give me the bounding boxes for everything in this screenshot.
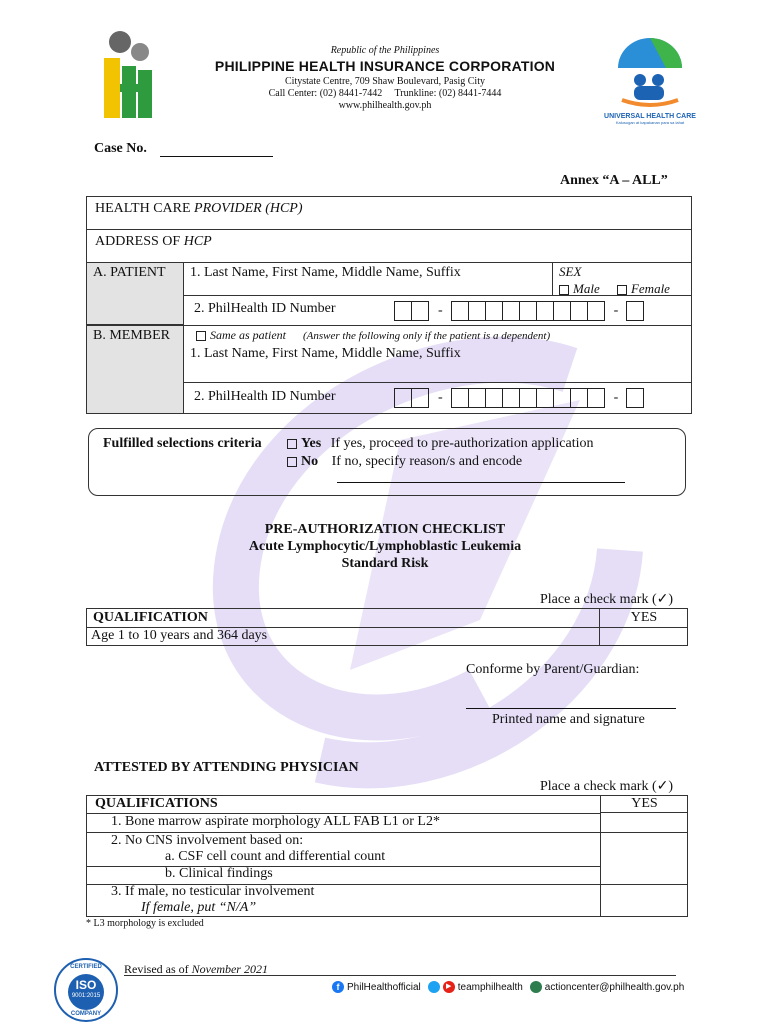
iso-badge	[54, 958, 118, 1022]
member-name-label: 1. Last Name, First Name, Middle Name, Suffix	[190, 346, 461, 361]
uhc-label: UNIVERSAL HEALTH CARE	[604, 113, 696, 120]
reason-input[interactable]	[337, 482, 625, 483]
id-digit-box[interactable]	[485, 388, 503, 408]
qualification-row-age: Age 1 to 10 years and 364 days	[87, 628, 600, 646]
yes-label: Yes	[301, 436, 322, 451]
id-dash: -	[438, 303, 443, 318]
id-digit-box[interactable]	[587, 301, 605, 321]
patient-id-boxes[interactable]	[395, 301, 644, 321]
id-digit-box[interactable]	[394, 301, 412, 321]
member-id-label: 2. PhilHealth ID Number	[194, 389, 336, 404]
footnote: * L3 morphology is excluded	[86, 918, 204, 929]
footer-rule	[124, 975, 676, 976]
id-digit-box[interactable]	[519, 388, 537, 408]
facebook-handle[interactable]: PhilHealthofficial	[347, 981, 421, 993]
id-digit-box[interactable]	[394, 388, 412, 408]
criteria-label: Fulfilled selections criteria	[103, 436, 262, 451]
qualifications-header: QUALIFICATIONS	[95, 796, 218, 811]
iso-mid: ISO	[75, 978, 97, 992]
id-digit-box[interactable]	[485, 301, 503, 321]
uhc-tagline: Kalusugan at kapakanan para sa lahat	[615, 120, 685, 125]
id-digit-box[interactable]	[411, 388, 429, 408]
youtube-icon: ▶	[443, 981, 455, 993]
patient-section-label	[86, 262, 184, 325]
qualification-item-2a: a. CSF cell count and differential count	[165, 849, 386, 864]
yes-checkbox[interactable]	[287, 439, 297, 449]
revised-date: November 2021	[191, 962, 268, 976]
qualification-table	[86, 608, 688, 646]
hcp-row[interactable]	[86, 196, 692, 230]
female-note: If female, put “N/A”	[141, 900, 257, 915]
address-row[interactable]	[86, 229, 692, 263]
place-check-label-1: Place a check mark (✓)	[540, 592, 673, 607]
checklist-subtitle: Acute Lymphocytic/Lymphoblastic Leukemia	[248, 539, 522, 554]
same-as-patient-label: Same as patient	[210, 328, 286, 342]
male-label: Male	[573, 281, 600, 296]
id-digit-box[interactable]	[519, 301, 537, 321]
id-digit-box[interactable]	[553, 301, 571, 321]
social-handle[interactable]: teamphilhealth	[457, 981, 523, 993]
iso-bottom: COMPANY	[70, 1011, 102, 1017]
no-text: If no, specify reason/s and encode	[331, 454, 523, 469]
email-icon	[530, 981, 542, 993]
case-no-input[interactable]	[160, 156, 273, 157]
annex-label: Annex “A – ALL”	[560, 173, 668, 188]
address-label-italic: HCP	[183, 234, 212, 249]
criteria-box	[88, 428, 686, 496]
checklist-risk: Standard Risk	[341, 556, 429, 571]
id-dash: -	[613, 303, 619, 318]
yes-text: If yes, proceed to pre-authorization application	[330, 436, 594, 451]
member-label: B. MEMBER	[93, 328, 171, 343]
iso-top: CERTIFIED	[70, 964, 102, 970]
qualification-item-1: 1. Bone marrow aspirate morphology ALL FAB L1 or L2*	[111, 814, 440, 829]
revised-prefix: Revised as of	[124, 962, 192, 976]
qualification-header: QUALIFICATION	[93, 610, 208, 625]
sex-label: SEX	[559, 264, 582, 279]
id-digit-box[interactable]	[570, 388, 588, 408]
id-digit-box[interactable]	[553, 388, 571, 408]
iso-num: 9001:2015	[71, 993, 101, 999]
member-id-boxes[interactable]	[395, 388, 644, 408]
conforme-signature-line[interactable]	[466, 708, 676, 709]
conforme-sig-label: Printed name and signature	[492, 712, 645, 727]
patient-label: A. PATIENT	[93, 265, 166, 280]
no-checkbox[interactable]	[287, 457, 297, 467]
uhc-logo	[600, 38, 700, 133]
testicular-check[interactable]	[601, 885, 688, 917]
male-checkbox[interactable]	[559, 285, 569, 295]
physician-title: ATTESTED BY ATTENDING PHYSICIAN	[94, 760, 359, 775]
address-label: ADDRESS OF	[95, 234, 184, 249]
id-digit-box[interactable]	[536, 301, 554, 321]
dependent-note: (Answer the following only if the patient is a dependent)	[303, 330, 551, 342]
member-name-cell[interactable]	[183, 325, 692, 383]
qualification-item-3: 3. If male, no testicular involvement	[111, 884, 315, 899]
id-digit-box[interactable]	[502, 301, 520, 321]
id-digit-box[interactable]	[451, 388, 469, 408]
social-bar	[332, 981, 684, 993]
no-label: No	[301, 454, 319, 469]
conforme-label: Conforme by Parent/Guardian:	[466, 662, 640, 677]
same-as-patient-checkbox[interactable]	[196, 331, 206, 341]
id-digit-box[interactable]	[468, 388, 486, 408]
member-section-label	[86, 325, 184, 414]
id-digit-box[interactable]	[502, 388, 520, 408]
id-digit-box[interactable]	[626, 301, 644, 321]
patient-id-label: 2. PhilHealth ID Number	[194, 301, 336, 316]
twitter-icon	[428, 981, 440, 993]
callcenter-text: Call Center: (02) 8441-7442 Trunkline: (02) 8441-7444	[268, 88, 502, 99]
qualification-yes-header: YES	[600, 609, 688, 628]
qualification-item-2: 2. No CNS involvement based on:	[111, 833, 304, 848]
patient-name-label: 1. Last Name, First Name, Middle Name, Suffix	[190, 265, 461, 280]
id-digit-box[interactable]	[468, 301, 486, 321]
address-text: Citystate Centre, 709 Shaw Boulevard, Pasig City	[285, 76, 485, 87]
id-digit-box[interactable]	[587, 388, 605, 408]
facebook-icon: f	[332, 981, 344, 993]
id-digit-box[interactable]	[451, 301, 469, 321]
email-address[interactable]: actioncenter@philhealth.gov.ph	[544, 981, 685, 993]
case-no-label: Case No.	[94, 141, 147, 156]
qualification-age-check[interactable]	[600, 628, 688, 646]
republic-text: Republic of the Philippines	[330, 45, 440, 56]
qualification-item-2b: b. Clinical findings	[165, 866, 273, 881]
corporation-name: PHILIPPINE HEALTH INSURANCE CORPORATION	[214, 58, 556, 74]
qualifications-table	[86, 795, 688, 917]
website-text: www.philhealth.gov.ph	[338, 100, 432, 111]
id-digit-box[interactable]	[411, 301, 429, 321]
id-digit-box[interactable]	[570, 301, 588, 321]
place-check-label-2: Place a check mark (✓)	[540, 779, 673, 794]
sex-cell	[552, 262, 692, 296]
hcp-label: HEALTH CARE	[95, 201, 195, 216]
id-digit-box[interactable]	[626, 388, 644, 408]
id-dash: -	[438, 390, 443, 405]
hcp-label-italic: PROVIDER (HCP)	[194, 201, 303, 216]
id-digit-box[interactable]	[536, 388, 554, 408]
qualifications-yes-header: YES	[631, 796, 658, 811]
cns-check[interactable]	[601, 833, 688, 883]
patient-name-cell[interactable]	[183, 262, 553, 296]
female-label: Female	[630, 281, 670, 296]
morphology-check[interactable]	[601, 813, 688, 832]
id-dash: -	[613, 390, 619, 405]
female-checkbox[interactable]	[617, 285, 627, 295]
checklist-title: PRE-AUTHORIZATION CHECKLIST	[264, 522, 506, 537]
